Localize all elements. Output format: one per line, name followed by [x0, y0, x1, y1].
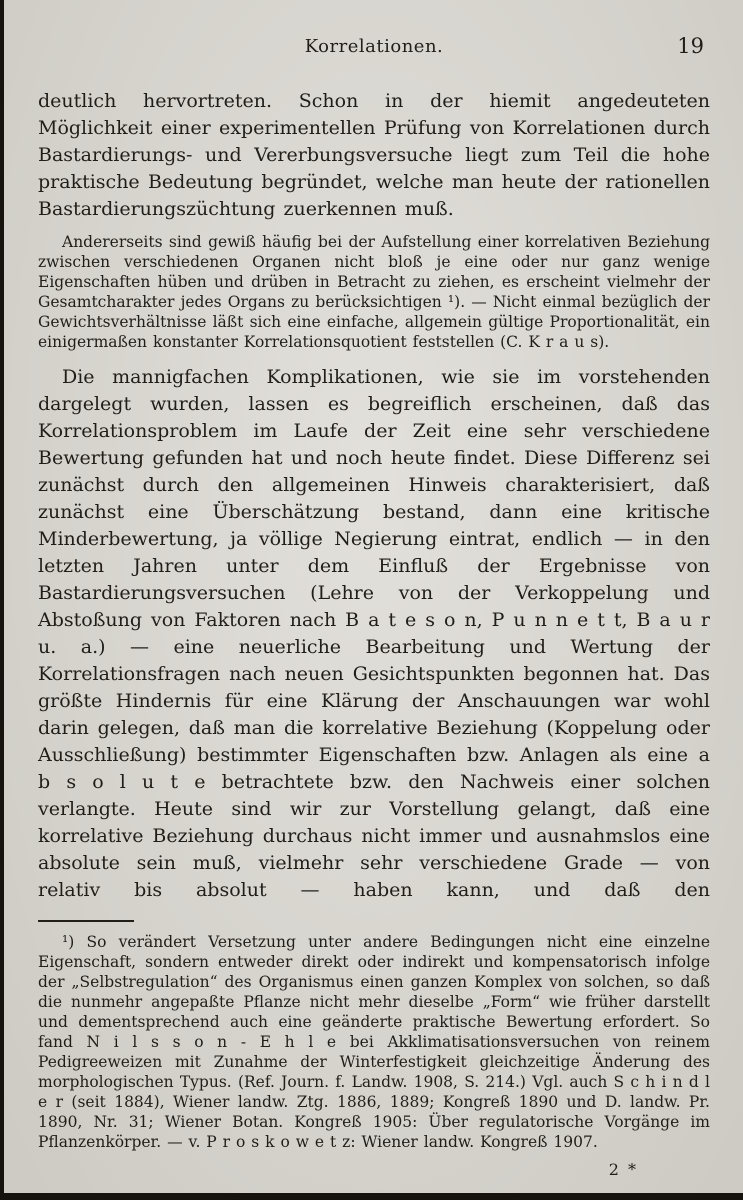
- page-header: [38, 36, 710, 66]
- paragraph-continuation: deutlich hervortreten. Schon in der hiemit angedeuteten Möglichkeit einer experimentellen Prüfung von Korrelationen durch Bastardierungs- und Vererbungsversuche liegt zum Teil die hohe praktische Bedeutung begründet, welche man heute der rationellen Bastardierungszüchtung zuerkennen muß.: [38, 90, 710, 220]
- footnote-divider: [38, 920, 134, 922]
- main-paragraph: Die mannigfachen Komplikationen, wie sie im vorstehenden dargelegt wurden, lassen es begreiflich erscheinen, daß das Korrelationsproblem im Laufe der Zeit eine sehr verschiedene Bewertung gefunden hat und noch heute findet. Diese Differenz sei zunächst durch den allgemeinen Hinweis charakterisiert, daß zunächst eine Überschätzung bestand, dann eine kritische Minderbewertung, ja völlige Negierung eintrat, endlich — in den letzten Jahren unter dem Einfluß der Ergebnisse von Bastardierungsversuchen (Lehre von der Verkoppelung und Abstoßung von Faktoren nach B a t e s o n, P u n n e t t, B a u r u. a.) — eine neuerliche Bearbeitung und Wertung der Korrelationsfragen nach neuen Gesichtspunkten begonnen hat. Das größte Hindernis für eine Klärung der Anschauungen war wohl darin gelegen, daß man die korrelative Beziehung (Koppelung oder Ausschließung) bestimmter Eigenschaften bzw. Anlagen als eine a b s o l u t e betrachtete bzw. den Nachweis einer solchen verlangte. Heute sind wir zur Vorstellung gelangt, daß eine korrelative Beziehung durchaus nicht immer und ausnahmslos eine absolute sein muß, vielmehr sehr verschiedene Grade — von relativ bis absolut — haben kann, und daß den: [38, 366, 710, 901]
- footnote-paragraph: ¹) So verändert Versetzung unter andere Bedingungen nicht eine einzelne Eigenschaft, sondern entweder direkt oder indirekt und kompensatorisch infolge der „Selbstregulation“ des Organismus einen ganzen Komplex von solchen, so daß die nunmehr angepaßte Pflanze nicht mehr dieselbe „Form“ wie früher darstellt und dementsprechend auch eine geänderte praktische Bewertung erfordert. So fand N i l s s o n - E h l e bei Akklimatisationsversuchen von reinem Pedigreeweizen mit Zunahme der Winterfestigkeit gleichzeitige Änderung des morphologischen Typus. (Ref. Journ. f. Landw. 1908, S. 214.) Vgl. auch S c h i n d l e r (seit 1884), Wiener landw. Ztg. 1886, 1889; Kongreß 1890 und D. landw. Pr. 1890, Nr. 31; Wiener Botan. Kongreß 1905: Über regulatorische Vorgänge im Pflanzenkörper. — v. P r o s k o w e t z: Wiener landw. Kongreß 1907.: [38, 933, 710, 1151]
- small-print-paragraph: Andererseits sind gewiß häufig bei der Aufstellung einer korrelativen Beziehung zwischen verschiedenen Organen nicht bloß je eine oder nur ganz wenige Eigenschaften hüben und drüben in Betracht zu ziehen, es erscheint vielmehr der Gesamtcharakter jedes Organs zu berücksichtigen ¹). — Nicht einmal bezüglich der Gewichtsverhältnisse läßt sich eine einfache, allgemein gültige Proportionalität, ein einigermaßen konstanter Korrelationsquotient feststellen (C. K r a u s).: [38, 233, 710, 351]
- page-number: 19: [677, 34, 704, 58]
- running-title: Korrelationen.: [304, 36, 444, 57]
- signature-mark: 2 *: [608, 1160, 638, 1179]
